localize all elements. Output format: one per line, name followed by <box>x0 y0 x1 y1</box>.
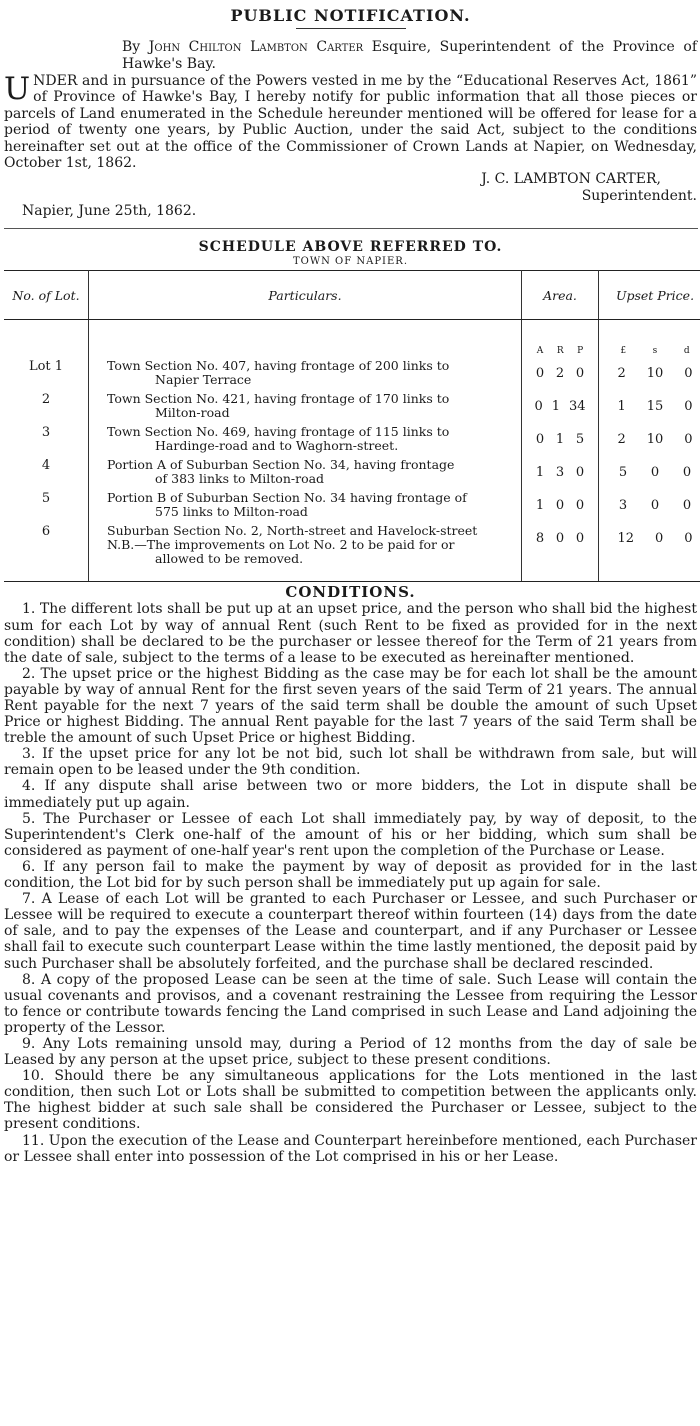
schedule-table <box>4 270 700 581</box>
acres: 1 <box>535 465 545 481</box>
area-value <box>522 392 598 425</box>
conditions-title: CONDITIONS. <box>285 583 416 602</box>
unit-label: £ <box>620 346 627 357</box>
perches: 0 <box>575 465 585 481</box>
pounds: 5 <box>618 465 628 481</box>
price-value <box>599 392 700 425</box>
schedule-header-row <box>4 271 700 320</box>
schedule-title: SCHEDULE ABOVE REFERRED TO. <box>198 239 503 256</box>
date-line: Napier, June 25th, 1862. <box>22 203 197 220</box>
perches: 0 <box>575 531 585 547</box>
lot-number: 6 <box>41 524 51 540</box>
header-area: Area. <box>522 271 599 320</box>
notice-body <box>4 73 697 171</box>
unit-label: s <box>652 346 658 357</box>
price-value <box>599 425 700 458</box>
schedule-bottom-rule <box>4 581 700 582</box>
particulars-entry <box>89 458 521 491</box>
signature-name <box>4 171 697 188</box>
area-value <box>522 359 598 392</box>
lot-number: Lot 1 <box>28 359 64 375</box>
roods: 0 <box>555 498 565 514</box>
particulars-line: allowed to be removed. <box>155 551 304 567</box>
area-value <box>522 524 598 557</box>
acres: 0 <box>535 366 545 382</box>
condition-item: 1. The different lots shall be put up at an upset price, and the person who shall bid the highest sum for each Lot by way of annual Rent (such Rent to be fixed as provided for in the next condition) shall be declared to be the purchaser or lessee thereof for the Term of 21 years from the date of sale, subject to the terms of a lease to be executed as hereinafter mentioned. <box>4 601 697 666</box>
notice-body-text: NDER and in pursuance of the Powers vested in me by the “Educational Reserves Act, 1861” of Province of Hawke's Bay, I hereby notify for public information that all those pieces or parcels of Land enumerated in the Schedule hereunder mentioned will be offered for lease for a period of twenty one years, by Public Auction, under the said Act, subject to the conditions hereinafter set out at the office of the Commissioner of Crown Lands at Napier, on Wednesday, October 1st, 1862. <box>4 73 697 172</box>
particulars-line: Napier Terrace <box>155 372 252 388</box>
shillings: 0 <box>650 498 660 514</box>
pence: 0 <box>684 531 693 547</box>
shillings: 0 <box>650 465 660 481</box>
acres: 8 <box>535 531 545 547</box>
condition-item: 6. If any person fail to make the payment by way of deposit as provided for in the last condition, the Lot bid for by such person shall be immediately put up again for sale. <box>4 858 697 892</box>
area-value <box>522 491 598 524</box>
condition-item: 4. If any dispute shall arise between two or more bidders, the Lot in dispute shall be immediately put up again. <box>4 778 697 811</box>
unit-label: A <box>536 346 544 357</box>
header-lot-no: No. of Lot. <box>4 271 89 320</box>
condition-item: 3. If the upset price for any lot be not bid, such lot shall be withdrawn from sale, but will remain open to be leased under the 9th condition. <box>4 746 697 779</box>
signature-title: Superintendent. <box>581 188 697 205</box>
area-value <box>522 425 598 458</box>
area-units <box>522 344 598 359</box>
particulars-entry <box>89 359 521 392</box>
section-rule <box>4 228 698 229</box>
lot-number-column <box>4 320 89 582</box>
condition-item: 9. Any Lots remaining unsold may, during a Period of 12 months from the day of sale be Leased by any person at the upset price, subject to these present conditions. <box>4 1035 697 1069</box>
condition-item: 8. A copy of the proposed Lease can be seen at the time of sale. Such Lease will contain the usual covenants and provisos, and a covenant restraining the Lessee from requiring the Lessor to fence or contribute towards fencing the Land comprised in such Lease and Land adjoining the property of the Lessor. <box>4 971 697 1036</box>
unit-label: P <box>577 346 584 357</box>
particulars-entry <box>89 392 521 425</box>
price-units <box>599 344 700 359</box>
area-column <box>522 320 599 582</box>
pounds: 2 <box>617 366 626 382</box>
shillings: 15 <box>646 399 664 415</box>
particulars-line: Town Section No. 469, having frontage of 115 links to <box>107 424 450 440</box>
acres: 0 <box>535 432 545 448</box>
particulars-entry <box>89 491 521 524</box>
lot-number: 4 <box>41 458 51 474</box>
particulars-line: 575 links to Milton-road <box>155 504 308 520</box>
particulars-entry <box>89 524 521 576</box>
condition-item: 11. Upon the execution of the Lease and Counterpart hereinbefore mentioned, each Purchaser or Lessee shall enter into possession of the Lot comprised in his or her Lease. <box>4 1132 697 1165</box>
particulars-line: N.B.—The improvements on Lot No. 2 to be paid for or <box>107 537 455 553</box>
lot-number: 3 <box>41 425 51 441</box>
header-particulars: Particulars. <box>89 271 522 320</box>
shillings: 10 <box>646 432 664 448</box>
particulars-line: of 383 links to Milton-road <box>155 471 325 487</box>
byline-name: John Chilton Lambton Carter <box>148 39 364 55</box>
drop-cap: U <box>4 71 31 107</box>
acres: 0 <box>534 399 543 415</box>
price-value <box>599 491 700 524</box>
pence: 0 <box>684 366 693 382</box>
roods: 3 <box>555 465 565 481</box>
perches: 0 <box>575 498 585 514</box>
shillings: 0 <box>654 531 664 547</box>
price-column <box>599 320 700 582</box>
unit-label: d <box>683 346 690 357</box>
acres: 1 <box>535 498 545 514</box>
conditions-list <box>4 601 697 1164</box>
particulars-line: Town Section No. 407, having frontage of 200 links to <box>107 358 450 374</box>
signature-name-text: J. C. LAMBTON CARTER, <box>481 171 661 188</box>
pounds: 2 <box>617 432 626 448</box>
particulars-line: Portion B of Suburban Section No. 34 having frontage of <box>107 490 467 506</box>
perches: 34 <box>568 399 586 415</box>
pounds: 12 <box>617 531 635 547</box>
schedule-subtitle: TOWN OF NAPIER. <box>292 256 409 268</box>
particulars-line: Milton-road <box>155 405 230 421</box>
particulars-entry <box>89 425 521 458</box>
roods: 1 <box>551 399 560 415</box>
pounds: 1 <box>617 399 626 415</box>
condition-item: 7. A Lease of each Lot will be granted to each Purchaser or Lessee, and such Purchaser or Lessee will be required to execute a counterpart thereof within fourteen (14) days from the date of sale, and to pay the expenses of the Lease and counterpart, and if any Purchaser or Lessee shall fail to execute such counterpart Lease within the time lastly mentioned, the deposit paid by such Purchaser shall be absolutely forfeited, and the purchase shall be declared rescinded. <box>4 891 697 972</box>
roods: 0 <box>555 531 565 547</box>
particulars-column <box>89 320 522 582</box>
schedule-body <box>4 320 700 582</box>
title-rule <box>296 28 406 29</box>
perches: 0 <box>575 366 585 382</box>
particulars-line: Portion A of Suburban Section No. 34, having frontage <box>107 457 455 473</box>
price-value <box>599 524 700 557</box>
pence: 0 <box>682 498 692 514</box>
header-upset-price: Upset Price. <box>599 271 700 320</box>
pounds: 3 <box>618 498 628 514</box>
lot-number: 5 <box>41 491 51 507</box>
particulars-line: Town Section No. 421, having frontage of 170 links to <box>107 391 450 407</box>
byline <box>122 39 697 73</box>
roods: 1 <box>555 432 565 448</box>
lot-number: 2 <box>41 392 51 408</box>
pence: 0 <box>684 399 693 415</box>
unit-label: R <box>556 346 564 357</box>
price-value <box>599 458 700 491</box>
perches: 5 <box>575 432 585 448</box>
byline-rest: Esquire, Superintendent of the Province of Hawke's Bay. <box>122 39 698 72</box>
condition-item: 2. The upset price or the highest Bidding as the case may be for each lot shall be the amount payable by way of annual Rent for the first seven years of the said Term of 21 years. The annual Rent payable for the next 7 years of the said term shall be double the amount of such Upset Price or highest Bidding. The annual Rent payable for the last 7 years of the said Term shall be treble the amount of such Upset Price or highest Bidding. <box>4 665 697 747</box>
byline-by: By <box>122 39 141 55</box>
area-value <box>522 458 598 491</box>
condition-item: 5. The Purchaser or Lessee of each Lot shall immediately pay, by way of deposit, to the Superintendent's Clerk one-half of the amount of his or her bidding, which sum shall be considered as payment of one-half year's rent upon the completion of the Purchase or Lease. <box>4 810 697 859</box>
shillings: 10 <box>646 366 664 382</box>
pence: 0 <box>684 432 693 448</box>
notice-title: PUBLIC NOTIFICATION. <box>230 6 471 25</box>
roods: 2 <box>555 366 565 382</box>
particulars-line: Hardinge-road and to Waghorn-street. <box>155 438 399 454</box>
condition-item: 10. Should there be any simultaneous applications for the Lots mentioned in the last condition, then such Lot or Lots shall be submitted to competition between the applicants only. The highest bidder at such sale shall be considered the Purchaser or Lessee, subject to the present conditions. <box>4 1068 697 1133</box>
particulars-line: Suburban Section No. 2, North-street and Havelock-street <box>107 523 478 539</box>
pence: 0 <box>682 465 692 481</box>
price-value <box>599 359 700 392</box>
